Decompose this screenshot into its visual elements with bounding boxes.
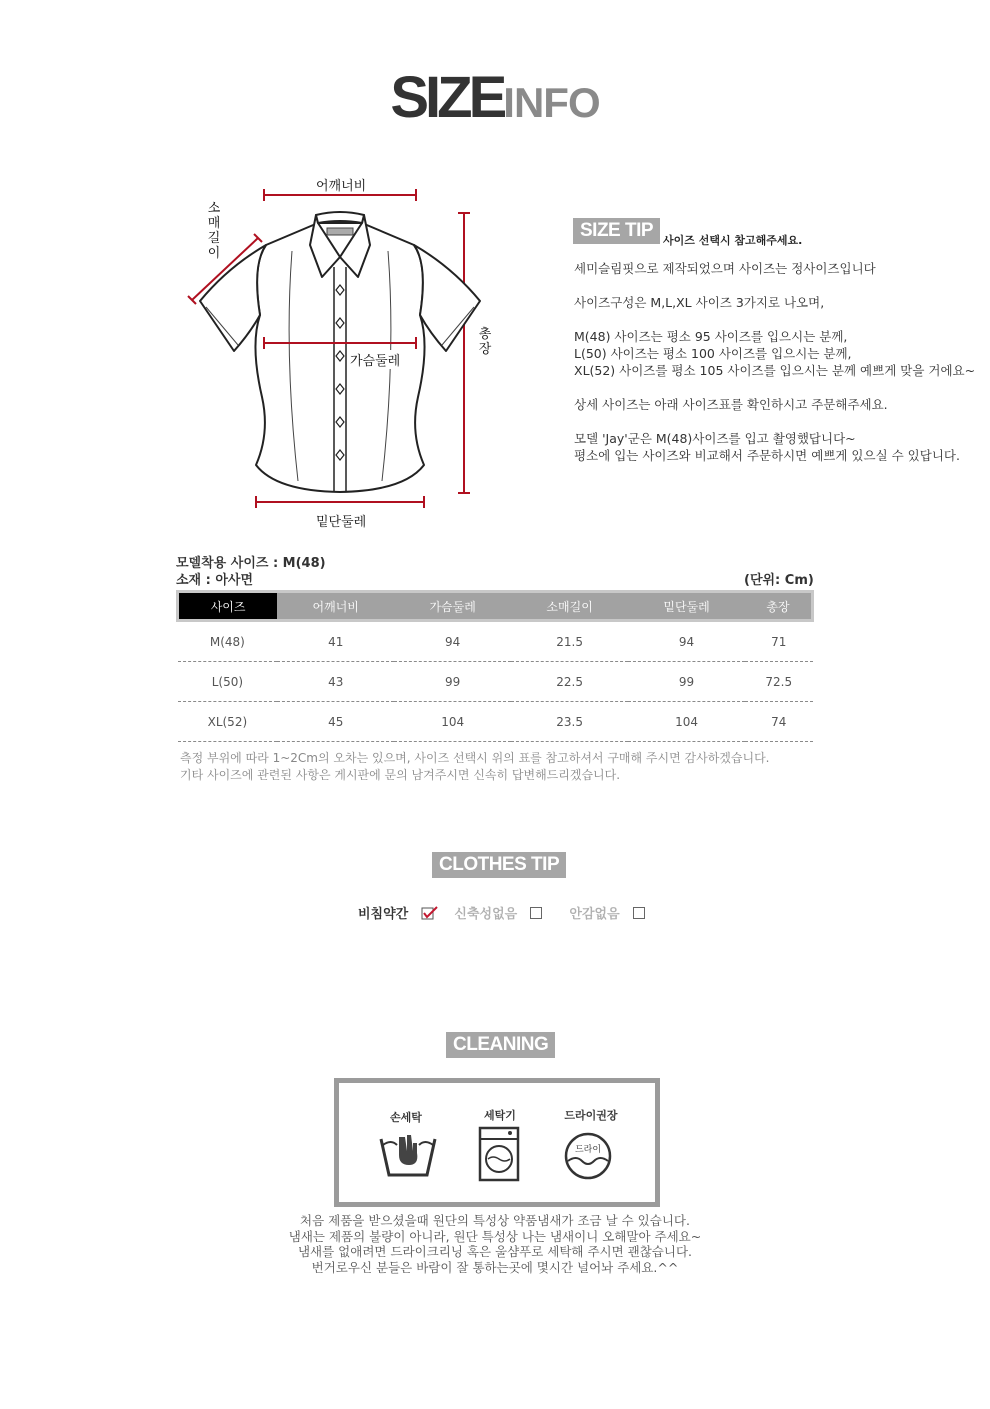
option-lining-label: 안감없음 <box>569 907 620 922</box>
header-length: 총장 <box>745 592 812 621</box>
collar-band <box>316 212 364 223</box>
label-length: 총 장 <box>478 327 492 357</box>
header-chest: 가슴둘레 <box>394 592 511 621</box>
cell: 72.5 <box>745 662 812 702</box>
dry-clean-icon <box>562 1131 614 1181</box>
model-info <box>176 555 326 589</box>
cleaning-note: 처음 제품을 받으셨을때 원단의 특성상 약품냄새가 조금 날 수 있습니다. 냄새는 제품의 불량이 아니라, 원단 특성상 나는 냄새이니 오해말아 주세요~ 냄새를 없애려면 드라이크리닝 혹은 울샴푸로 세탁해 주시면 괜찮습니다. 번거로우신 분들은 바람이 잘 통하는곳에 몇시간 널어놔 주세요.^^ <box>288 1213 702 1275</box>
cell: 99 <box>628 662 745 702</box>
cell: 23.5 <box>511 702 628 742</box>
size-table <box>176 590 814 742</box>
table-header-row <box>178 592 813 621</box>
cell: 94 <box>628 621 745 662</box>
cell: M(48) <box>178 621 278 662</box>
table-row <box>178 662 813 702</box>
unchecked-box-icon <box>633 907 645 919</box>
header-shoulder: 어깨너비 <box>277 592 394 621</box>
cell: 71 <box>745 621 812 662</box>
cell: 94 <box>394 621 511 662</box>
title-info: INFO <box>503 79 600 126</box>
page-title <box>0 64 990 131</box>
washing-machine-icon <box>477 1125 521 1183</box>
header-hem: 밑단둘레 <box>628 592 745 621</box>
size-tip-subtitle: 사이즈 선택시 참고해주세요. <box>663 234 803 247</box>
cell: 43 <box>277 662 394 702</box>
title-size: SIZE <box>390 65 504 130</box>
cell: 45 <box>277 702 394 742</box>
clothes-tip-options <box>358 903 645 922</box>
label-sleeve: 소 매 길 이 <box>207 201 221 261</box>
model-size: 모델착용 사이즈 : M(48) <box>176 556 326 571</box>
machine-wash-label: 세탁기 <box>484 1109 516 1122</box>
hand-wash-label: 손세탁 <box>390 1111 422 1124</box>
table-row <box>178 621 813 662</box>
size-tip-badge: SIZE TIP <box>573 218 660 244</box>
cell: 104 <box>394 702 511 742</box>
cell: 21.5 <box>511 621 628 662</box>
unchecked-box-icon <box>530 907 542 919</box>
measurement-note: 측정 부위에 따라 1~2Cm의 오차는 있으며, 사이즈 선택시 위의 표를 참고하셔서 구매해 주시면 감사하겠습니다. 기타 사이즈에 관련된 사항은 게시판에 문의 남겨주시면 신속히 답변해드리겠습니다. <box>180 751 770 782</box>
table-row <box>178 702 813 742</box>
hand-wash-icon <box>377 1131 439 1181</box>
checked-box-icon <box>421 906 439 920</box>
cell: 41 <box>277 621 394 662</box>
cleaning-badge: CLEANING <box>446 1032 555 1058</box>
cell: 104 <box>628 702 745 742</box>
option-sheer-label: 비침약간 <box>358 907 409 922</box>
unit-label: (단위: Cm) <box>744 573 814 588</box>
collar-label <box>327 228 353 235</box>
material: 소재 : 아사면 <box>176 573 254 588</box>
cell: 74 <box>745 702 812 742</box>
header-sleeve: 소매길이 <box>511 592 628 621</box>
label-shoulder: 어깨너비 <box>316 179 367 194</box>
header-size: 사이즈 <box>178 592 278 621</box>
dry-clean-icon-text: 드라이 <box>574 1145 602 1155</box>
label-chest: 가슴둘레 <box>348 350 402 369</box>
clothes-tip-badge: CLOTHES TIP <box>432 852 566 878</box>
dry-clean-label: 드라이권장 <box>564 1109 618 1122</box>
cell: L(50) <box>178 662 278 702</box>
label-hem: 밑단둘레 <box>316 515 367 530</box>
option-stretch-label: 신축성없음 <box>454 907 518 922</box>
cell: 22.5 <box>511 662 628 702</box>
size-tip-text: 세미슬림핏으로 제작되었으며 사이즈는 정사이즈입니다 사이즈구성은 M,L,XL 사이즈 3가지로 나오며, M(48) 사이즈는 평소 95 사이즈를 입으시는 분께, L(50) 사이즈는 평소 100 사이즈를 입으시는 분께, XL(52) 사이즈를 평소 105 사이즈를 입으시는 분께 예쁘게 맞을 거에요~ 상세 사이즈는 아래 사이즈표를 확인하시고 주문해주세요. 모델 'Jay'군은 M(48)사이즈를 입고 촬영했답니다~ 평소에 입는 사이즈와 비교해서 주문하시면 예쁘게 있으실 수 있답니다. <box>574 261 976 463</box>
cell: XL(52) <box>178 702 278 742</box>
cell: 99 <box>394 662 511 702</box>
cleaning-panel <box>334 1078 660 1207</box>
